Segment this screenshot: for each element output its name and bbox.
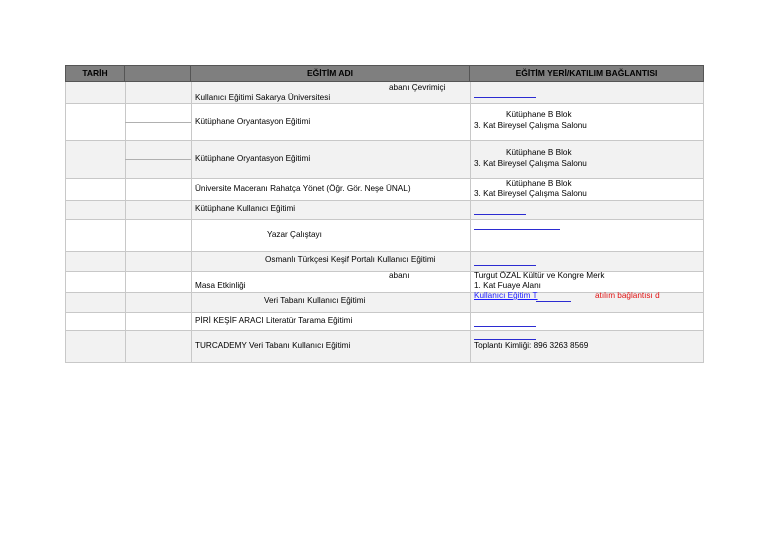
training-name: Kütüphane Oryantasyon Eğitimi <box>195 154 311 163</box>
place-line-2: 1. Kat Fuaye Alanı <box>474 281 541 290</box>
link-underline[interactable] <box>536 301 571 302</box>
link-underline[interactable] <box>474 97 536 98</box>
link-underline[interactable] <box>474 326 536 327</box>
header-place: EĞİTİM YERİ/KATILIM BAĞLANTISI <box>469 65 704 82</box>
header-training-name: EĞİTİM ADI <box>190 65 470 82</box>
table-row <box>65 331 704 363</box>
meeting-id: Toplantı Kimliği: 896 3263 8569 <box>474 341 589 350</box>
training-name: Masa Etkinliği <box>195 281 246 290</box>
table-row <box>65 82 704 104</box>
place-line-2: 3. Kat Bireysel Çalışma Salonu <box>474 159 587 168</box>
table-row <box>65 104 704 141</box>
training-name: Kütüphane Oryantasyon Eğitimi <box>195 117 311 126</box>
training-name: Kütüphane Kullanıcı Eğitimi <box>195 204 296 213</box>
training-name: Veri Tabanı Kullanıcı Eğitimi <box>264 296 366 305</box>
training-name: PİRİ KEŞİF ARACI Literatür Tarama Eğitimi <box>195 316 353 325</box>
training-name: TURCADEMY Veri Tabanı Kullanıcı Eğitimi <box>195 341 351 350</box>
training-name: Üniversite Maceranı Rahatça Yönet (Öğr. Gör. Neşe ÜNAL) <box>195 184 411 193</box>
table-row <box>65 141 704 179</box>
place-line-1: Kütüphane B Blok <box>506 148 572 157</box>
table-row <box>65 201 704 220</box>
link-underline[interactable] <box>474 265 536 266</box>
training-name: Yazar Çalıştayı <box>267 230 322 239</box>
table-row <box>65 293 704 313</box>
table-row <box>65 220 704 252</box>
training-name: Osmanlı Türkçesi Keşif Portalı Kullanıcı Eğitimi <box>265 255 436 264</box>
place-line-2: 3. Kat Bireysel Çalışma Salonu <box>474 189 587 198</box>
table-row <box>65 313 704 331</box>
training-name-fragment: abanı <box>389 271 410 280</box>
training-name: Kullanıcı Eğitimi Sakarya Üniversitesi <box>195 93 331 102</box>
place-red-text: atılım bağlantısı d <box>595 291 660 300</box>
table-row <box>65 252 704 272</box>
link-underline[interactable] <box>474 339 536 340</box>
place-line-1: Turgut ÖZAL Kültür ve Kongre Merk <box>474 271 605 280</box>
table-row <box>65 179 704 201</box>
training-name-fragment: abanı Çevrimiçi <box>389 83 446 92</box>
place-line-1: Kütüphane B Blok <box>506 110 572 119</box>
header-blank <box>124 65 191 82</box>
place-link[interactable]: Kullanıcı Eğitim T <box>474 291 538 300</box>
place-line-2: 3. Kat Bireysel Çalışma Salonu <box>474 121 587 130</box>
header-date: TARİH <box>65 65 125 82</box>
link-underline[interactable] <box>474 229 560 230</box>
link-underline[interactable] <box>474 214 526 215</box>
place-line-1: Kütüphane B Blok <box>506 179 572 188</box>
table-row <box>65 272 704 293</box>
